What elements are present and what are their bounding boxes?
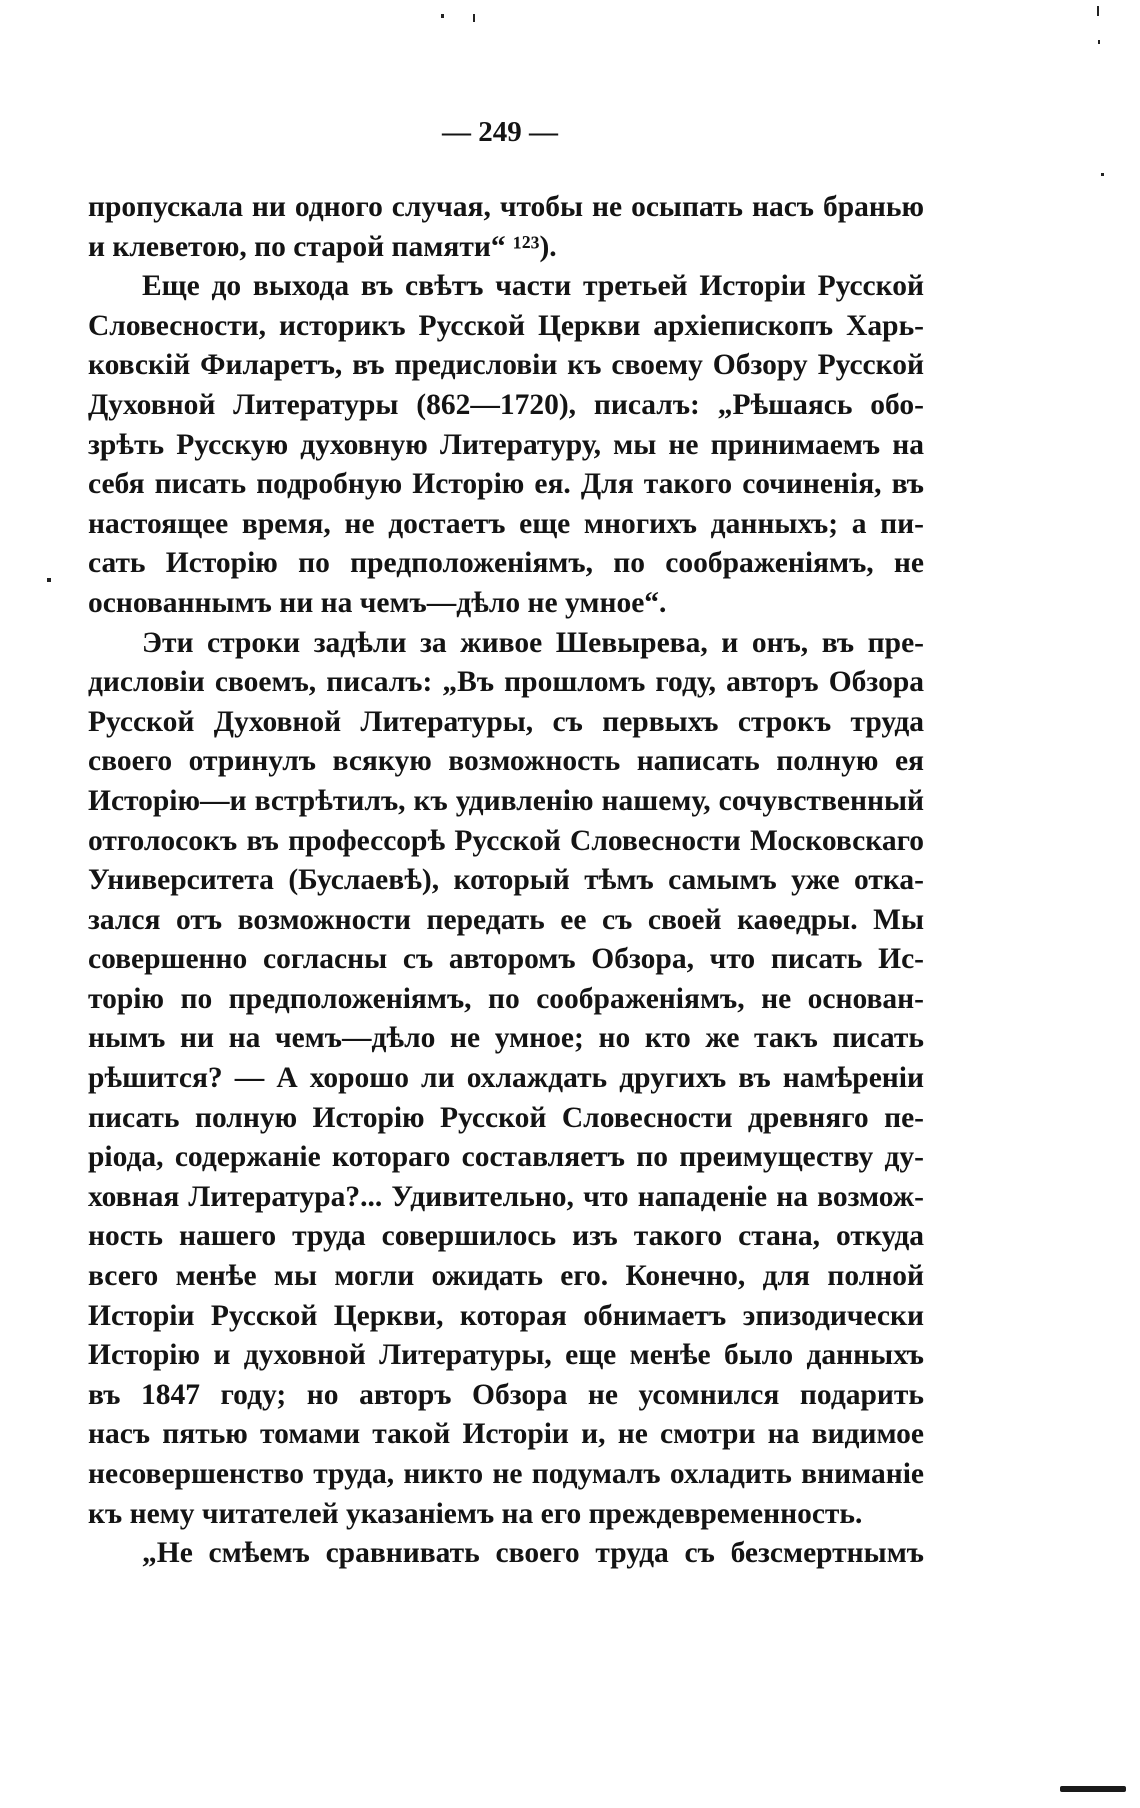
body-text [88,188,924,1574]
text-line: Духовной Литературы (862—1720), писалъ: „Рѣшаясь обо- [88,388,924,421]
text-line: всего менѣе мы могли ожидать его. Конечно, для полной [88,1260,924,1293]
text-line: писать полную Исторію Русской Словесности древняго пе- [88,1101,924,1134]
text-line: Эти строки задѣли за живое Шевырева, и онъ, въ пре- [142,626,924,659]
scan-speck [1097,6,1099,16]
text-line: ріода, содержаніе котораго составляетъ по преимуществу ду- [88,1141,924,1174]
paragraph [88,188,924,267]
text-line: Университета (Буслаевѣ), который тѣмъ самымъ уже отка- [88,864,924,897]
paragraph [88,1534,924,1574]
text-line: въ 1847 году; но авторъ Обзора не усомнился подарить [88,1378,924,1411]
text-line: Исторію и духовной Литературы, еще менѣе было данныхъ [88,1339,924,1372]
text-line: и клеветою, по старой памяти“ ¹²³). [88,230,557,263]
text-line: насъ пятью томами такой Исторіи и, не смотри на видимое [88,1418,924,1451]
text-line: основаннымъ ни на чемъ—дѣло не умное“. [88,586,667,619]
scan-speck [47,578,51,582]
text-line: ковскій Филаретъ, въ предисловіи къ своему Обзору Русской [88,349,924,382]
text-line: Исторіи Русской Церкви, которая обнимаетъ эпизодически [88,1299,924,1332]
scan-speck [473,14,475,22]
text-line: рѣшится? — А хорошо ли охлаждать другихъ въ намѣреніи [88,1062,924,1095]
scan-speck [441,14,444,18]
paragraph [88,267,924,623]
text-line: Исторію—и встрѣтилъ, къ удивленію нашему, сочувственный [88,784,924,817]
scan-speck [1098,40,1100,44]
text-line: зался отъ возможности передать ее съ своей каѳедры. Мы [88,903,924,936]
text-line: Словесности, историкъ Русской Церкви архіепископъ Харь- [88,309,924,342]
text-line: отголосокъ въ профессорѣ Русской Словесности Московскаго [88,824,924,857]
text-line: ховная Литература?... Удивительно, что нападеніе на возмож- [88,1180,924,1213]
text-line: дисловіи своемъ, писалъ: „Въ прошломъ году, авторъ Обзора [88,666,924,699]
text-line: своего отринулъ всякую возможность написать полную ея [88,745,924,778]
text-line: себя писать подробную Исторію ея. Для такого сочиненія, въ [88,468,924,501]
paragraph [88,624,924,1535]
text-line: торію по предположеніямъ, по соображеніямъ, не основан- [88,982,924,1015]
text-line: къ нему читателей указаніемъ на его преждевременность. [88,1497,863,1530]
text-line: нымъ ни на чемъ—дѣло не умное; но кто же такъ писать [88,1022,924,1055]
text-line: пропускала ни одного случая, чтобы не осыпать насъ бранью [88,191,924,223]
text-line: несовершенство труда, никто не подумалъ охладить вниманіе [88,1458,924,1490]
scan-edge-mark [1060,1786,1126,1792]
text-line: Еще до выхода въ свѣтъ части третьей Исторіи Русской [142,270,924,303]
scan-speck [1101,173,1104,176]
text-line: зрѣть Русскую духовную Литературу, мы не принимаемъ на [88,428,924,461]
page-number: — 249 — [442,116,558,148]
text-line: „Не смѣемъ сравнивать своего труда съ безсмертнымъ [142,1537,924,1570]
text-line: настоящее время, не достаетъ еще многихъ данныхъ; а пи- [88,507,924,540]
text-line: ность нашего труда совершилось изъ такого стана, откуда [88,1220,924,1253]
text-line: Русской Духовной Литературы, съ первыхъ строкъ труда [88,705,924,738]
text-line: совершенно согласны съ авторомъ Обзора, что писать Ис- [88,943,924,976]
text-line: сать Исторію по предположеніямъ, по соображеніямъ, не [88,547,924,580]
